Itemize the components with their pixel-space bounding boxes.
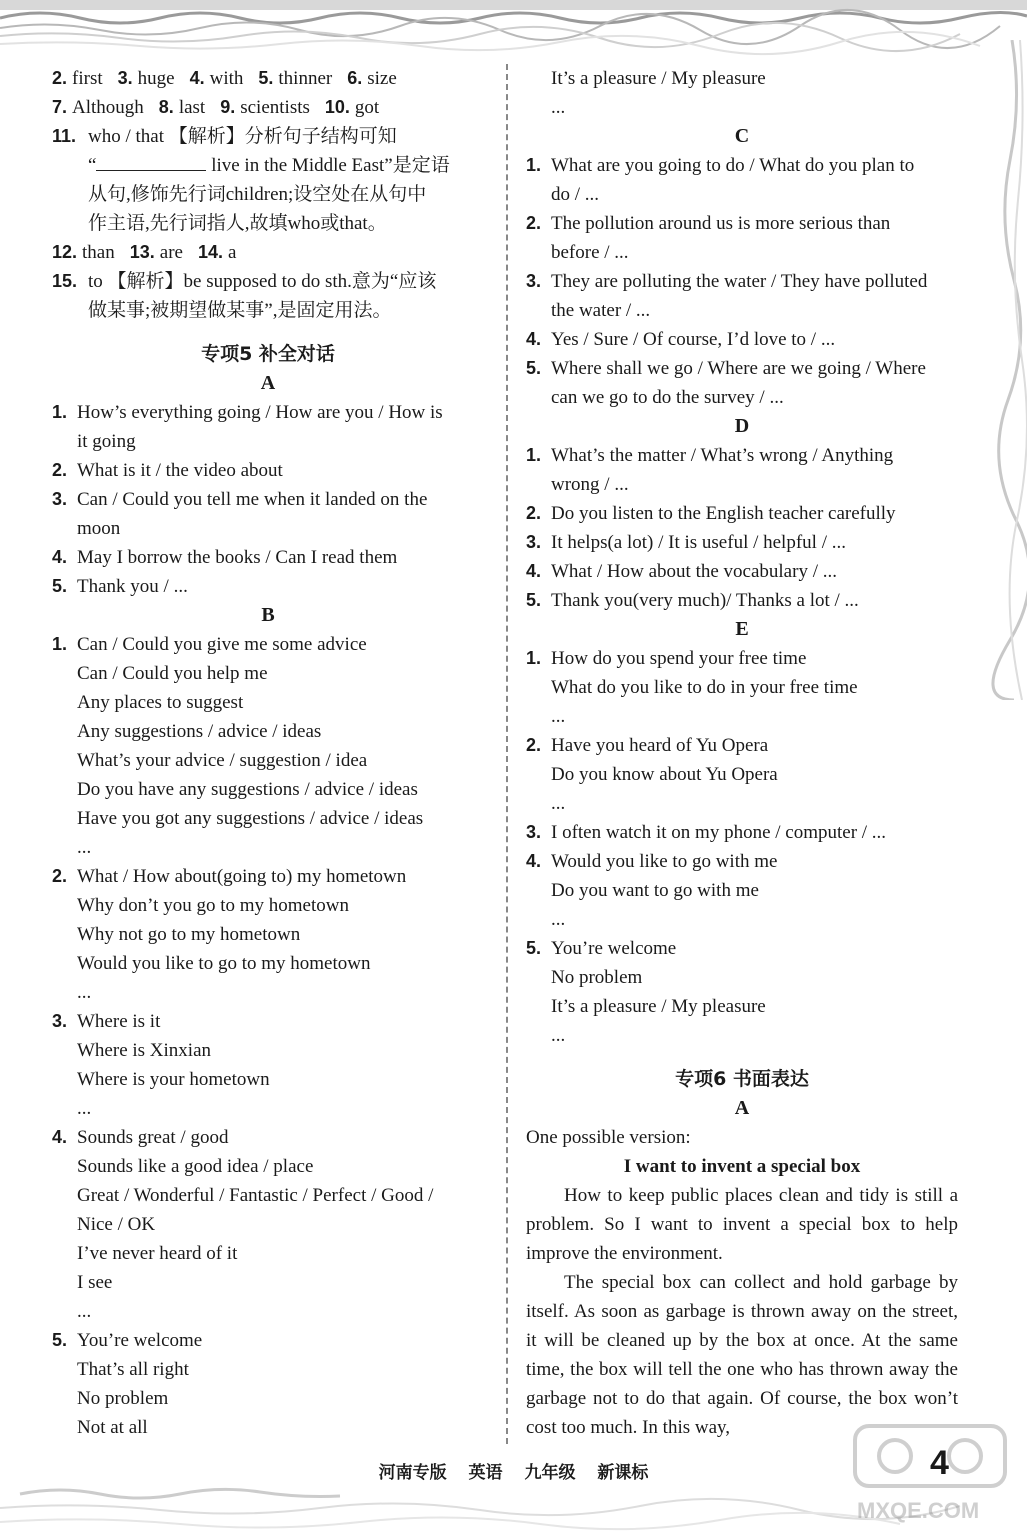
item-number: 3. [526,822,542,842]
answer-item [526,934,958,1050]
answer-item [159,93,205,122]
answer-line: How do you spend your free time [551,648,807,669]
answer-item [526,644,958,731]
answer-line: Can / Could you give me some advice [77,634,367,655]
answer-item [258,64,332,93]
answer-line: Would you like to go to my hometown [77,953,371,974]
item-body [551,267,958,325]
section-heading: 专项5 补全对话 [201,343,335,365]
watermark-text: MXQE.COM [857,1498,980,1523]
answer-line: Yes / Sure / Of course, I’d love to / ... [551,329,836,350]
answer-line: No problem [551,967,643,988]
answer-line: Do you want to go with me [551,880,759,901]
item-number: 13. [129,242,155,262]
answer-line: Any places to suggest [77,692,244,713]
item-text: got [354,97,380,118]
answer-line: Why don’t you go to my hometown [77,895,349,916]
item-number: 2. [52,68,68,88]
answer-line: It’s a pleasure / My pleasure [551,996,766,1017]
part-letter: A [734,1097,750,1119]
answer-item [526,586,958,615]
item-number: 3. [526,532,542,552]
item-body [551,325,958,354]
explanation-line: 作主语,先行词指人,故填who或that。 [88,213,387,234]
item-number: 1. [526,648,542,668]
answer-item [52,485,484,543]
answer-15 [52,267,484,325]
answer-line: What is it / the video about [77,460,283,481]
footer-edition: 河南专版 英语 九年级 新课标 [378,1463,649,1483]
item-body [77,572,484,601]
answer-11 [52,122,484,238]
item-text: huge [137,68,175,89]
item-body [88,122,484,238]
answer-item [52,1123,484,1326]
section-heading: 专项6 书面表达 [675,1068,809,1090]
answer-line: What’s the matter / What’s wrong / Anything [551,445,894,466]
answer-line: Great / Wonderful / Fantastic / Perfect / Good / [77,1185,434,1206]
answer-line: Do you listen to the English teacher carefully [551,503,896,524]
answer-line: What do you like to do in your free time [551,677,858,698]
item-number: 1. [526,445,542,465]
item-body [551,528,958,557]
answer-line: ... [551,909,566,930]
item-number: 5. [52,1330,68,1350]
item-text: Although [72,97,144,118]
item-number: 7. [52,97,68,117]
essay-paragraph: The special box can collect and hold garbage by itself. As soon as garbage is thrown away on the street, it will be cleaned up by the box at once. At the same time, the box will tell the one who has thrown away the garbage not to do that again. Of course, the box won’t cost too much. In this way, [526,1272,958,1438]
column-divider [506,64,508,1444]
answer-item [52,630,484,862]
answer-line: ... [551,1025,566,1046]
answer-item [52,572,484,601]
answer-line: Thank you(very much)/ Thanks a lot / ... [551,590,859,611]
item-number: 12. [52,242,78,262]
item-body [77,630,484,862]
item-body [77,1123,484,1326]
item-number: 2. [526,735,542,755]
item-body [551,151,958,209]
answer-item [52,64,103,93]
answer-item [526,818,958,847]
item-number: 11. [52,126,77,146]
item-number: 2. [52,460,68,480]
answer-line: Thank you / ... [77,576,188,597]
answer-line: I often watch it on my phone / computer / ... [551,822,887,843]
answer-line: Would you like to go with me [551,851,778,872]
answer-line: Where is it [77,1011,161,1032]
item-number: 4. [52,547,68,567]
answer-item [526,528,958,557]
answer-item [526,847,958,934]
item-text: with [209,68,244,89]
part-letter: B [261,604,275,626]
part-e-list [526,644,958,1050]
answer-line: ... [551,793,566,814]
answer-line: can we go to do the survey / ... [551,387,784,408]
top-decorative-border [0,0,1027,56]
item-text: first [72,68,103,89]
answer-line: moon [77,518,121,539]
item-number: 14. [197,242,224,262]
answer-item [526,209,958,267]
answer-line: the water / ... [551,300,651,321]
item-number: 5. [52,576,68,596]
answer-item [118,64,175,93]
explanation-line [88,151,484,180]
page-number: 4 [930,1444,949,1482]
answer-line: That’s all right [77,1359,189,1380]
item-number: 1. [52,402,68,422]
continued-line: It’s a pleasure / My pleasure [551,68,766,89]
answer-line: You’re welcome [77,1330,203,1351]
item-body [551,818,958,847]
item-number: 15. [52,271,78,291]
answer-line: ... [77,1301,92,1322]
answer-line: No problem [77,1388,169,1409]
answer-line: May I borrow the books / Can I read them [77,547,398,568]
answer-item [52,862,484,1007]
item-text: scientists [240,97,310,118]
item-text: thinner [278,68,333,89]
item-number: 10. [324,97,350,117]
item-body [551,354,958,412]
answer-line: Why not go to my hometown [77,924,301,945]
answer-line: Can / Could you help me [77,663,268,684]
answer-item [52,93,144,122]
answer-line: wrong / ... [551,474,629,495]
answer-line: Sounds great / good [77,1127,229,1148]
answer-line: do / ... [551,184,600,205]
item-number: 3. [52,1011,68,1031]
answer-line: it going [77,431,136,452]
item-body [77,456,484,485]
part-letter: E [735,618,749,640]
item-number: 3. [526,271,542,291]
answer-row-7-10 [52,93,484,122]
item-number: 3. [52,489,68,509]
answer-line: I see [77,1272,113,1293]
part-b-list [52,630,484,1442]
item-number: 4. [526,851,542,871]
item-number: 6. [347,68,363,88]
part-c-list [526,151,958,412]
answer-item [130,238,183,267]
answer-line: What / How about(going to) my hometown [77,866,407,887]
answer-line: I’ve never heard of it [77,1243,238,1264]
answer-item [526,499,958,528]
essay-intro: One possible version: [526,1127,691,1148]
item-body [551,557,958,586]
answer-line: You’re welcome [551,938,677,959]
answer-line: Do you have any suggestions / advice / ideas [77,779,418,800]
answer-line: Do you know about Yu Opera [551,764,778,785]
answer-line: What / How about the vocabulary / ... [551,561,837,582]
answer-item [526,325,958,354]
item-number: 4. [526,329,542,349]
continued-line: ... [551,97,566,118]
answer-item [526,441,958,499]
item-body [551,586,958,615]
item-number: 2. [52,866,68,886]
part-letter: C [734,125,750,147]
answer-item [526,267,958,325]
answer-item [198,238,236,267]
answer-item [52,1007,484,1123]
answer-line: Not at all [77,1417,148,1438]
item-number: 5. [526,938,542,958]
part-letter: D [734,415,750,437]
item-body [77,485,484,543]
answer-item [52,238,115,267]
left-column [52,64,484,1442]
answer-line: Any suggestions / advice / ideas [77,721,322,742]
item-text: size [367,68,397,89]
answer-line: Have you heard of Yu Opera [551,735,769,756]
right-decorative-edge [982,40,1027,700]
answer-line: before / ... [551,242,629,263]
quote-text: live in the Middle East”是定语 [206,155,450,176]
answer-line: What’s your advice / suggestion / idea [77,750,368,771]
answer-line: The pollution around us is more serious than [551,213,891,234]
item-body [551,209,958,267]
item-number: 9. [220,97,236,117]
answer-line: Where is Xinxian [77,1040,212,1061]
item-text: a [228,242,237,263]
quote-open: “ [88,155,97,176]
answer-line: ... [77,837,92,858]
item-body [551,934,958,1050]
item-number: 2. [526,213,542,233]
answer-line: Can / Could you tell me when it landed on the [77,489,428,510]
item-body [77,398,484,456]
answer-line: ... [77,982,92,1003]
answer-item [52,1326,484,1442]
item-body [551,644,958,731]
item-number: 1. [52,634,68,654]
answer-item [526,557,958,586]
item-body [77,1007,484,1123]
answer-line: Where is your hometown [77,1069,270,1090]
answer-item [526,151,958,209]
continued-lines [526,64,958,122]
explanation-line: to 【解析】be supposed to do sth.意为“应该 [88,271,437,292]
answer-line: It helps(a lot) / It is useful / helpful / ... [551,532,846,553]
answer-item [220,93,310,122]
item-text: last [178,97,206,118]
blank-underline [96,152,206,171]
answer-item [325,93,379,122]
item-number: 4. [52,1127,68,1147]
item-number: 4. [189,68,205,88]
answer-line: ... [551,706,566,727]
item-number: 4. [526,561,542,581]
item-body [77,862,484,1007]
answer-item [526,731,958,818]
answer-line: Have you got any suggestions / advice / ideas [77,808,424,829]
right-column [526,64,958,1442]
item-number: 5. [526,590,542,610]
explanation-line: 做某事;被期望做某事”,是固定用法。 [88,300,392,321]
answer-line: Sounds like a good idea / place [77,1156,314,1177]
item-body [551,441,958,499]
part-a-list [52,398,484,601]
item-number: 2. [526,503,542,523]
item-text: are [159,242,183,263]
part-letter: A [260,372,276,394]
answer-line: Where shall we go / Where are we going / Where [551,358,926,379]
answer-item [347,64,397,93]
answer-line: What are you going to do / What do you plan to [551,155,915,176]
explanation-line: who / that 【解析】分析句子结构可知 [88,126,397,147]
item-number: 3. [117,68,133,88]
answer-item [52,398,484,456]
essay-paragraph: How to keep public places clean and tidy is still a problem. So I want to invent a special box to help improve the environment. [526,1185,958,1264]
part-d-list [526,441,958,615]
item-body [88,267,484,325]
explanation-line: 从句,修饰先行词children;设空处在从句中 [88,184,427,205]
answer-row-12-14 [52,238,484,267]
answer-row-2-6 [52,64,484,93]
item-body [551,499,958,528]
answer-line: ... [77,1098,92,1119]
item-body [77,543,484,572]
item-body [77,1326,484,1442]
essay-title: I want to invent a special box [623,1156,861,1177]
item-number: 8. [158,97,174,117]
item-body [551,731,958,818]
item-number: 5. [526,358,542,378]
answer-line: How’s everything going / How are you / How is [77,402,443,423]
item-body [551,847,958,934]
answer-line: They are polluting the water / They have polluted [551,271,928,292]
item-text: than [82,242,115,263]
answer-item [190,64,244,93]
answer-line: Nice / OK [77,1214,156,1235]
answer-item [52,456,484,485]
answer-item [526,354,958,412]
item-number: 1. [526,155,542,175]
answer-item [52,543,484,572]
item-number: 5. [258,68,274,88]
